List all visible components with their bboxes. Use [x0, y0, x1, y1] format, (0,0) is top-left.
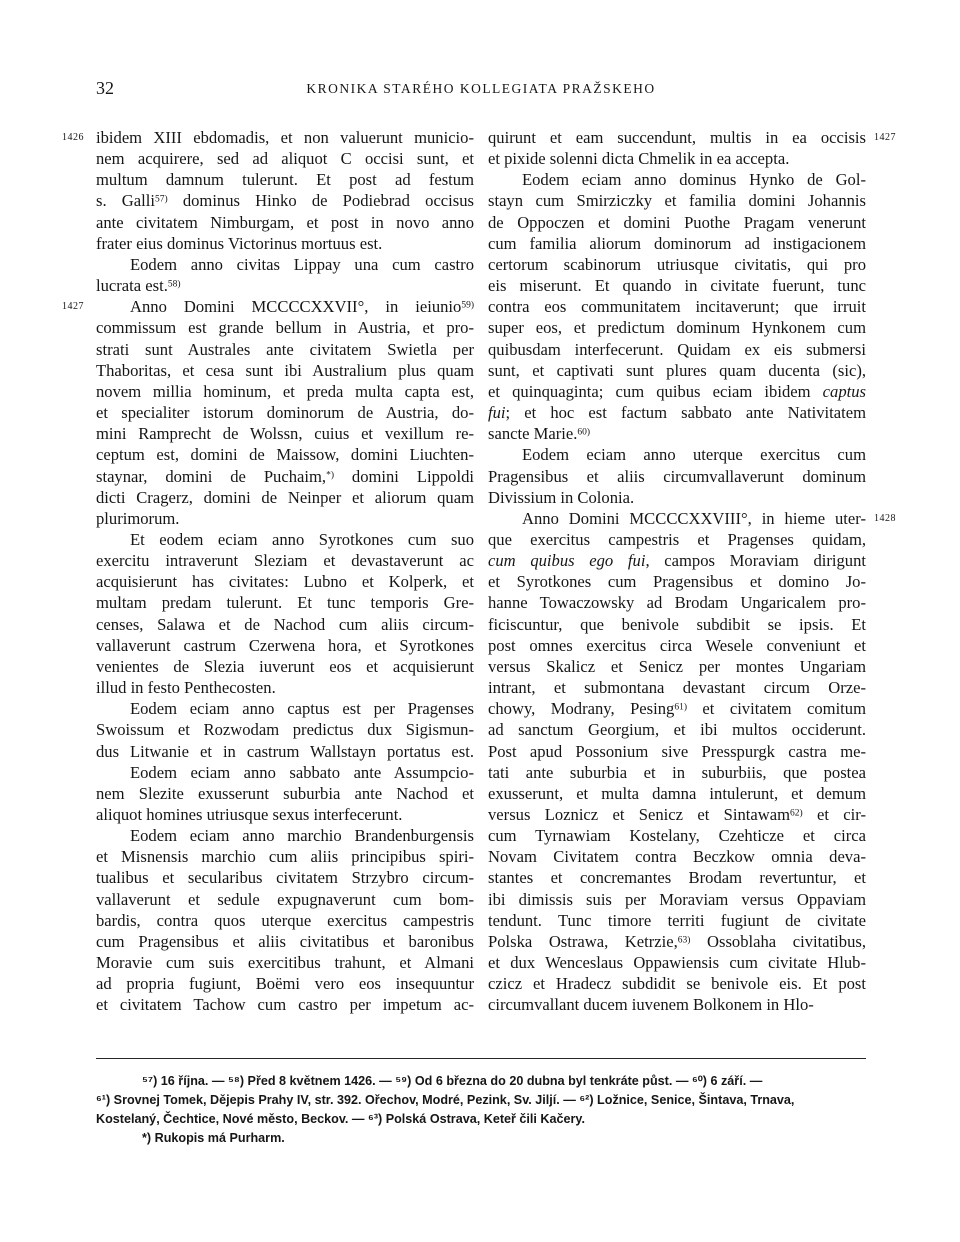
footnote-ref: *) [326, 469, 334, 480]
text-line: Thaboritas, et cesa sunt ibi Australium plus quam [96, 360, 474, 380]
text-line: super eos, et predictum dominum Hynkonem cum [488, 318, 866, 338]
text-line [96, 296, 474, 317]
margin-year-1427-left: 1427 [62, 301, 84, 312]
text-line: intrant, et submontana devastant circum Orze- [488, 678, 866, 698]
text-line: versus Skalicz et Senicz per montes Ungariam [488, 656, 866, 676]
text-line: multum damnum tulerunt. Et post ad festum [96, 170, 474, 190]
italic-segment: cum quibus ego fui [488, 551, 646, 571]
text-line: exercitu intraverunt Sleziam et devastaverunt ac [96, 551, 474, 571]
text-line: cum familia aliorum dominorum ad instigacionem [488, 233, 866, 253]
text-line: contra eos communitatem incitaverunt; que irruit [488, 297, 866, 317]
text-line: Swoissum et Rozwodam predictus dux Sigismun- [96, 720, 474, 740]
text-line: nem acquirere, sed ad aliquot C occisi sunt, et [96, 149, 474, 169]
text-line: czicz et Hradecz subdidit se benivole eis. Et post [488, 974, 866, 994]
page-header [96, 78, 866, 102]
text-line: Eodem eciam anno captus est per Pragenses [130, 699, 474, 719]
footnote-ref: 62) [790, 808, 803, 819]
text-line: censes, Salawa et de Nachod cum aliis circum- [96, 614, 474, 634]
text-line: et Misnensis marchio cum aliis principibus spiri- [96, 847, 474, 867]
text-line: et Syrotkones cum Pragensibus et domino Jo- [488, 572, 866, 592]
text-segment: versus Loznicz et Senicz et Sintawam [488, 805, 790, 824]
text-line [488, 804, 866, 825]
text-line: ad sanctum Georgium, et ibi multos occiderunt. [488, 720, 866, 740]
footnote-line: Kostelaný, Čechtice, Nové město, Beckov. — ⁶³) Polská Ostrava, Keteř čili Kačery. [96, 1112, 585, 1126]
text-line: Moravie cum suis exercitibus trahunt, et Almani [96, 953, 474, 973]
margin-year-1428: 1428 [874, 513, 896, 524]
footnotes [96, 1072, 866, 1148]
margin-year-1426: 1426 [62, 132, 84, 143]
text-line [488, 698, 866, 719]
text-line: hanne Towaczowsky ad Brodam Ungaricalem pro- [488, 593, 866, 613]
text-segment: dominus Hinko de Podiebrad occisus [167, 191, 474, 211]
footnote-line: *) Rukopis má Purharm. [142, 1131, 285, 1145]
text-line: frater eius dominus Victorinus mortuus est. [96, 233, 383, 253]
text-segment: ; et hoc est factum sabbato ante Nativitatem [505, 403, 866, 423]
left-column [96, 127, 474, 1016]
text-line: eis miserunt. Et quando in civitate fuerunt, tunc [488, 276, 866, 296]
footnote-ref: 57) [154, 194, 168, 205]
text-line [488, 931, 866, 952]
text-line: de Oppoczen et domini Puothe Pragam venerunt [488, 212, 866, 232]
footnote-ref: 59) [461, 300, 474, 311]
text-line: Et eodem eciam anno Syrotkones cum suo [130, 529, 474, 549]
text-line: mini Ramprecht de Wolssn, cuius et vexillum re- [96, 424, 474, 444]
footnote-ref: 58) [167, 279, 181, 290]
page-number: 32 [96, 78, 114, 98]
text-segment: , campos Moraviam dirigunt [645, 551, 866, 571]
text-segment: chowy, Modrany, Pesing [488, 699, 675, 719]
text-line: ibidem XIII ebdomadis, et non valuerunt municio- [96, 128, 474, 147]
text-line: circumvallant ducem iuvenem Bolkonem in Hlo- [488, 995, 814, 1015]
footnote-ref: 61) [674, 702, 687, 713]
text-line: ceptum est, domini de Maissow, domini Liuchten- [96, 445, 474, 465]
running-head: KRONIKA STARÉHO KOLLEGIATA PRAŽSKEHO [306, 81, 656, 96]
text-line: vallaverunt castrum Czerwena hora, et Syrotkones [96, 635, 474, 655]
text-line: bardis, contra quos uterque exercitus campestris [96, 910, 474, 930]
text-line: Novam Civitatem contra Beczkow omnia deva- [488, 847, 866, 867]
text-line: nem Slezite exusserunt suburbia ante Nachod et [96, 783, 474, 803]
text-line: Divissium in Colonia. [488, 487, 635, 507]
text-segment: lucrata est. [96, 276, 168, 296]
text-line: commissum est grande bellum in Austria, et pro- [96, 318, 474, 338]
text-line: ante civitatem Nimburgam, et post in novo anno [96, 212, 474, 232]
text-line: sunt, et captivati sunt plures quam ducenta (sic), [488, 360, 866, 380]
text-line [488, 550, 866, 571]
text-line [488, 381, 866, 402]
text-segment: et quinquaginta; cum quibus eciam ibidem [488, 381, 823, 401]
text-segment: s. Galli [96, 191, 155, 211]
margin-year-1427-right: 1427 [874, 132, 896, 143]
text-line: ibi dimissis suis per Moraviam versus Oppaviam [488, 889, 866, 909]
text-segment: Polska Ostrawa, Ketrzie, [488, 931, 678, 951]
text-line [96, 190, 474, 211]
text-line: plurimorum. [96, 508, 180, 528]
text-line: tualibus et secularibus civitatem Strzybro circum- [96, 868, 474, 888]
text-line: ficiscuntur, que benivole subdibit se ipsis. Et [488, 614, 866, 634]
text-line: stantes et concremantes Brodam revertuntur, et [488, 868, 866, 888]
text-segment: Anno Domini MCCCCXXVII°, in ieiunio [130, 297, 462, 317]
text-line: quirunt et eam succendunt, multis in ea occisis [488, 128, 866, 147]
text-line: et dux Wenceslaus Oppawiensis cum civitate Hlub- [488, 953, 866, 973]
text-line: post omnes exercitus circa Wesele conveniunt et [488, 635, 866, 655]
footnote-line: ⁵⁷) 16 října. — ⁵⁸) Před 8 květnem 1426. — ⁵⁹) Od 6 března do 20 dubna byl tenkráte půst. — ⁶⁰) 6 září. — [142, 1074, 763, 1088]
right-column [488, 127, 866, 1016]
text-line: exusserunt, et multa damna intulerunt, et demum [488, 783, 866, 803]
footnote-separator [96, 1058, 866, 1059]
text-line: et civitatem Tachow cum castro per impetum ac- [96, 995, 474, 1015]
text-line: dus Litwanie et in castrum Wallstayn portatus est. [96, 741, 474, 761]
text-line: Anno Domini MCCCCXXVIII°, in hieme uter- [522, 508, 866, 528]
text-line: acquisierunt has civitates: Lubno et Kolperk, et [96, 572, 474, 592]
text-line: illud in festo Penthecosten. [96, 678, 276, 698]
text-line: quibusdam interfecerunt. Quidam ex eis submersi [488, 339, 866, 359]
text-line: Post apud Possonium sive Presspurgk castra me- [488, 741, 866, 761]
footnote-line: ⁶¹) Srovnej Tomek, Dějepis Prahy IV, str. 392. Ořechov, Modré, Pezink, Sv. Jiljí. — ⁶²) Ložnice, Senice, Šintava, Trnava, [96, 1093, 795, 1107]
text-segment: sancte Marie. [488, 424, 578, 444]
text-line: stayn cum Smirziczky et familia domini Johannis [488, 191, 866, 211]
text-line: ad propria fugiunt, Boëmi vero eos insequuntur [96, 974, 474, 994]
text-line [96, 466, 474, 487]
text-line: cum Pragensibus et aliis civitatibus et baronibus [96, 931, 474, 951]
text-line [488, 402, 866, 423]
text-line: dicti Cragerz, domini de Neinper et aliorum quam [96, 487, 474, 507]
text-line: cum Tyrnawiam Kostelany, Czehticze et circa [488, 826, 866, 846]
text-line: strati sunt Australes ante civitatem Swietla per [96, 339, 474, 359]
text-line: novem millia hominum, et preda multa capta est, [96, 381, 474, 401]
text-line: vallaverunt et sedule expugnaverunt cum bom- [96, 889, 474, 909]
text-line: et specialiter istorum dominorum de Austria, do- [96, 403, 474, 423]
text-line [96, 275, 474, 296]
italic-segment: fui [488, 403, 506, 423]
text-segment: et cir- [802, 805, 866, 824]
text-line: que exercitus campestris et Pragenses quidam, [488, 529, 866, 549]
text-line: Pragensibus et aliis circumvallaverunt dominum [488, 466, 866, 486]
text-segment: staynar, domini de Puchaim, [96, 466, 327, 486]
text-segment: et civitatem comitum [687, 699, 866, 719]
text-line: tendunt. Tunc timore territi fugiunt de civitate [488, 910, 866, 930]
text-line: Eodem eciam anno uterque exercitus cum [522, 445, 866, 465]
text-line: tati ante suburbia et in suburbiis, que postea [488, 762, 866, 782]
text-line: multam predam tulerunt. Et tunc temporis Gre- [96, 593, 474, 613]
text-line: et pixide solenni dicta Chmelik in ea accepta. [488, 149, 790, 169]
text-segment: domini Lippoldi [333, 466, 474, 486]
text-segment: Ossoblaha civitatibus, [690, 931, 866, 951]
text-line: Eodem eciam anno sabbato ante Assumpcio- [130, 762, 474, 782]
footnote-ref: 60) [577, 427, 591, 438]
text-line: venientes de Slezia iuverunt eos et acquisierunt [96, 656, 474, 676]
text-line: Eodem eciam anno dominus Hynko de Gol- [522, 170, 866, 190]
text-line: Eodem eciam anno marchio Brandenburgensis [130, 826, 474, 846]
footnote-ref: 63) [677, 935, 691, 946]
text-line: Eodem anno civitas Lippay una cum castro [130, 254, 474, 274]
text-line: aliquot homines utriusque sexus interfecerunt. [96, 805, 403, 824]
text-line [488, 423, 866, 444]
text-line: certorum scabinorum utriusque civitatis, qui pro [488, 254, 866, 274]
italic-segment: captus [822, 381, 866, 401]
